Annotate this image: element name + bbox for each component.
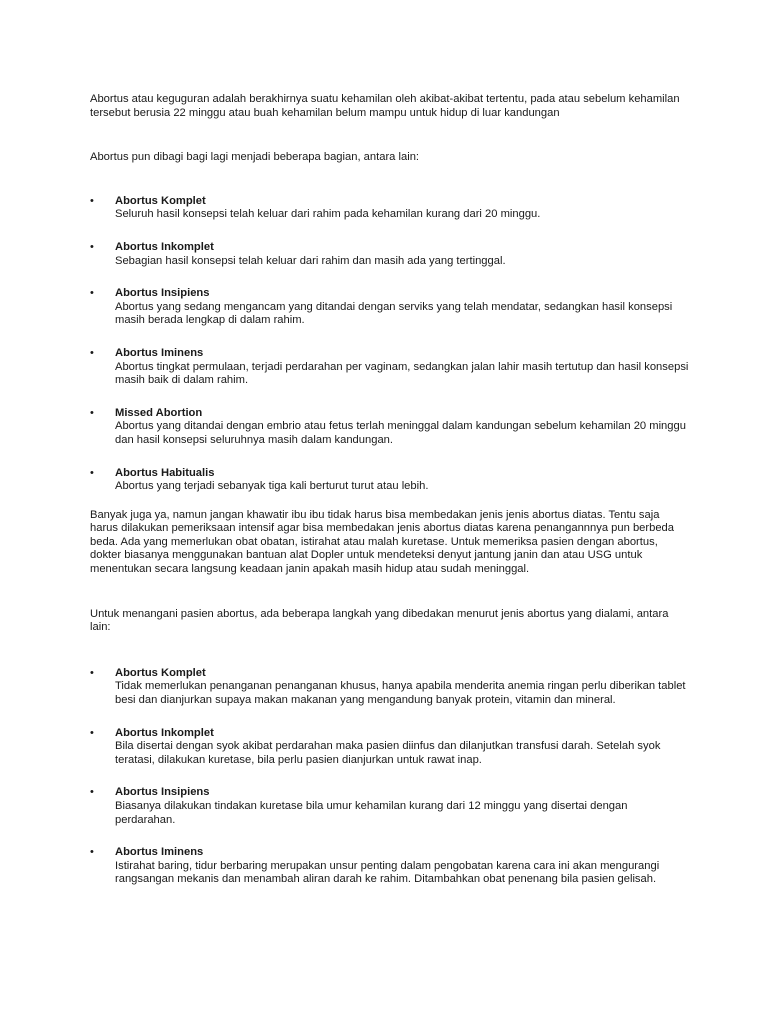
bullet-icon: •: [90, 406, 94, 419]
bullet-icon: •: [90, 194, 94, 207]
list-item-title: Abortus Komplet: [115, 194, 206, 207]
list-item-text: Biasanya dilakukan tindakan kuretase bila umur kehamilan kurang dari 12 minggu yang disertai dengan perdarahan.: [115, 800, 628, 826]
list-item-text: Istirahat baring, tidur berbaring merupakan unsur penting dalam pengobatan karena cara ini akan mengurangi rangsangan mekanis dan menambah aliran darah ke rahim. Ditambahkan obat penenang bila pasien gelisah.: [115, 859, 660, 886]
explanation-paragraph: Banyak juga ya, namun jangan khawatir ibu ibu tidak harus bisa membedakan jenis jenis abortus diatas. Tentu saja harus dilakukan pemeriksaan intensif agar bisa membedakan jenis abortus diatas karena penangannnya pun berbeda beda. Ada yang memerlukan obat obatan, istirahat atau malah kuretase. Untuk memeriksa pasien dengan abortus, dokter biasanya menggunakan bantuan alat Dopler untuk mendeteksi denyut jantung janin dan atau USG untuk menentukan secara langsung keadaan janin apakah masih hidup atau sudah meninggal.: [90, 508, 675, 576]
list-item-text: Abortus yang sedang mengancam yang ditandai dengan serviks yang telah mendatar, sedangkan hasil konsepsi masih berada lengkap di dalam rahim.: [115, 300, 673, 327]
bullet-icon: •: [90, 240, 94, 253]
list-item-title: Abortus Inkomplet: [115, 240, 214, 253]
list-item-text: Tidak memerlukan penanganan penanganan khusus, hanya apabila menderita anemia ringan perlu diberikan tablet besi dan dianjurkan supaya makan makanan yang mengandung banyak protein, vitamin dan mineral.: [115, 680, 686, 707]
list-item-text: Bila disertai dengan syok akibat perdarahan maka pasien diinfus dan dilanjutkan transfusi darah. Setelah syok teratasi, dilakukan kuretase, bila perlu pasien dianjurkan untuk rawat inap.: [115, 740, 661, 766]
bullet-icon: •: [90, 346, 94, 359]
list-item: [90, 407, 690, 448]
bullet-icon: •: [90, 786, 94, 799]
list-item-title: Abortus Komplet: [115, 666, 206, 679]
list-item: [90, 287, 690, 328]
list-item: [90, 195, 690, 222]
list-item-text: Abortus yang ditandai dengan embrio atau fetus terlah meninggal dalam kandungan sebelum kehamilan 20 minggu dan hasil konsepsi seluruhnya masih dalam kandungan.: [115, 420, 686, 446]
bullet-icon: •: [90, 666, 94, 679]
treatments-lead: Untuk menangani pasien abortus, ada beberapa langkah yang dibedakan menurut jenis abortus yang dialami, antara lain:: [90, 607, 669, 634]
list-item-title: Abortus Iminens: [115, 346, 204, 359]
bullet-icon: •: [90, 466, 94, 479]
list-item: [90, 347, 690, 388]
bullet-icon: •: [90, 287, 94, 300]
list-item-text: Abortus tingkat permulaan, terjadi perdarahan per vaginam, sedangkan jalan lahir masih tertutup dan hasil konsepsi masih baik di dalam rahim.: [115, 360, 689, 387]
list-item: [90, 241, 690, 268]
list-item: [90, 467, 690, 494]
list-item: [90, 727, 690, 768]
list-item-title: Abortus Insipiens: [115, 786, 210, 799]
document-page: [90, 93, 690, 906]
list-item-title: Abortus Insipiens: [115, 287, 210, 300]
list-item-text: Sebagian hasil konsepsi telah keluar dari rahim dan masih ada yang tertinggal.: [115, 254, 506, 267]
list-item: [90, 667, 690, 708]
abortion-types-list: [90, 195, 690, 494]
list-item-title: Abortus Inkomplet: [115, 726, 214, 739]
list-item-text: Seluruh hasil konsepsi telah keluar dari rahim pada kehamilan kurang dari 20 minggu.: [115, 208, 541, 221]
types-lead: Abortus pun dibagi bagi lagi menjadi beberapa bagian, antara lain:: [90, 151, 420, 164]
list-item: [90, 786, 690, 827]
list-item-text: Abortus yang terjadi sebanyak tiga kali berturut turut atau lebih.: [115, 480, 429, 493]
list-item-title: Missed Abortion: [115, 406, 203, 419]
intro-paragraph: Abortus atau keguguran adalah berakhirnya suatu kehamilan oleh akibat-akibat tertentu, pada atau sebelum kehamilan tersebut berusia 22 minggu atau buah kehamilan belum mampu untuk hidup di luar kandungan: [90, 93, 680, 119]
treatments-list: [90, 667, 690, 887]
bullet-icon: •: [90, 726, 94, 739]
list-item-title: Abortus Iminens: [115, 846, 204, 859]
bullet-icon: •: [90, 846, 94, 859]
list-item-title: Abortus Habitualis: [115, 466, 215, 479]
list-item: [90, 846, 690, 887]
